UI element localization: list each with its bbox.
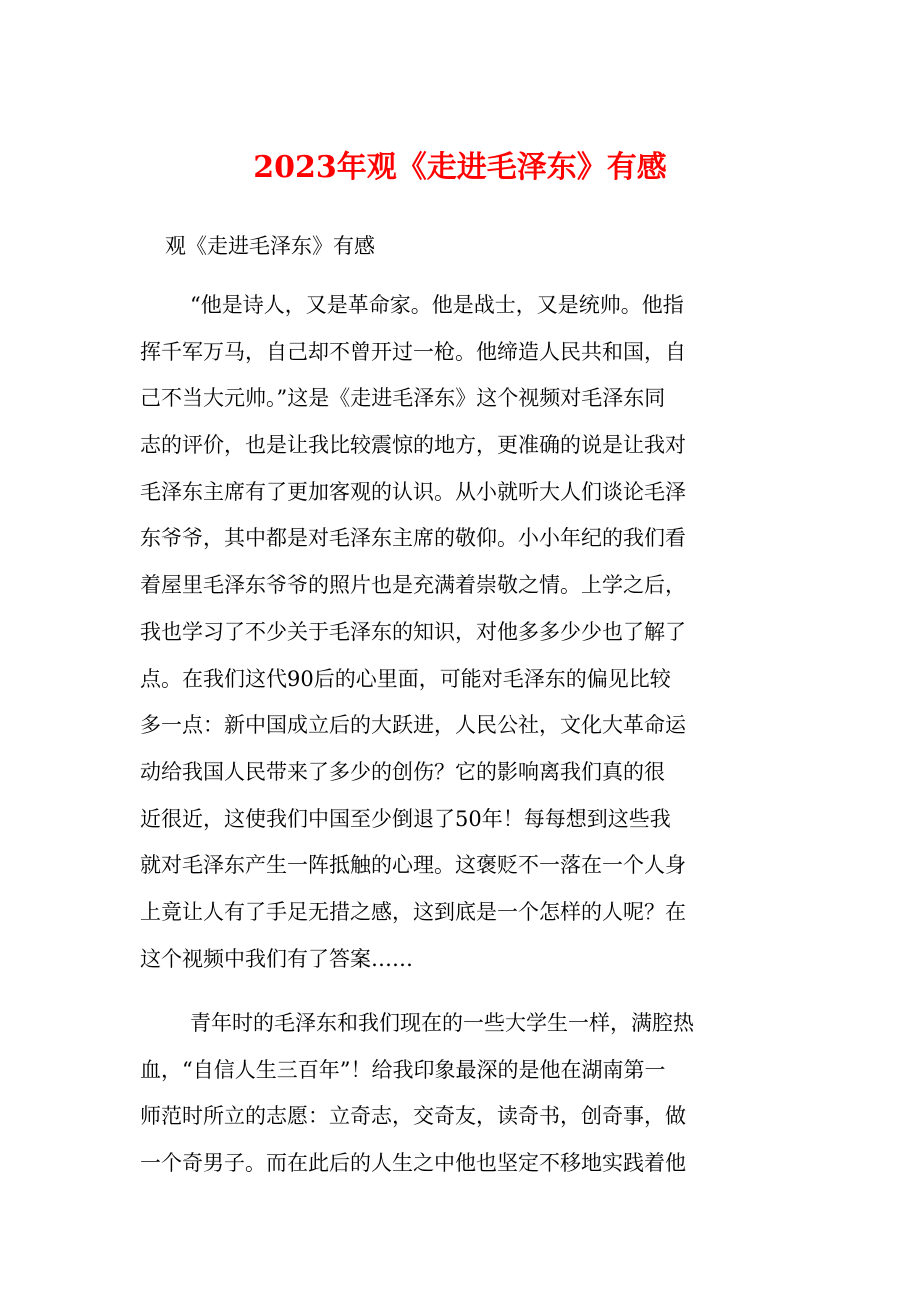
paragraph-1 — [140, 282, 780, 982]
paragraph-line: 师范时所立的志愿：立奇志，交奇友，读奇书，创奇事，做 — [140, 1104, 686, 1129]
paragraph-line: 己不当大元帅。”这是《走进毛泽东》这个视频对毛泽东同 — [140, 386, 666, 411]
paragraph-line: 青年时的毛泽东和我们现在的一些大学生一样，满腔热 — [190, 1011, 694, 1035]
document-subtitle: 观《走进毛泽东》有感 — [165, 234, 375, 258]
paragraph-line: 近很近，这使我们中国至少倒退了50年！每每想到这些我 — [140, 806, 671, 831]
paragraph-line: 上竟让人有了手足无措之感，这到底是一个怎样的人呢？在 — [140, 899, 686, 924]
paragraph-line: 我也学习了不少关于毛泽东的知识，对他多多少少也了解了 — [140, 619, 686, 644]
paragraph-line: 这个视频中我们有了答案…… — [140, 946, 413, 971]
document-title: 2023年观《走进毛泽东》有感 — [253, 150, 667, 185]
paragraph-line: 志的评价，也是让我比较震惊的地方，更准确的说是让我对 — [140, 433, 686, 458]
paragraph-line: 就对毛泽东产生一阵抵触的心理。这褒贬不一落在一个人身 — [140, 853, 686, 878]
paragraph-line: 一个奇男子。而在此后的人生之中他也坚定不移地实践着他 — [140, 1151, 686, 1176]
paragraph-2 — [140, 1000, 780, 1187]
paragraph-line: 多一点：新中国成立后的大跃进，人民公社，文化大革命运 — [140, 713, 686, 738]
paragraph-line: “他是诗人，又是革命家。他是战士，又是统帅。他指 — [190, 293, 684, 317]
paragraph-line: 血，“自信人生三百年”！给我印象最深的是他在湖南第一 — [140, 1057, 666, 1082]
paragraph-line: 点。在我们这代90后的心里面，可能对毛泽东的偏见比较 — [140, 666, 671, 691]
paragraph-line: 着屋里毛泽东爷爷的照片也是充满着崇敬之情。上学之后， — [140, 573, 686, 598]
paragraph-line: 动给我国人民带来了多少的创伤？它的影响离我们真的很 — [140, 759, 665, 784]
paragraph-line: 毛泽东主席有了更加客观的认识。从小就听大人们谈论毛泽 — [140, 479, 686, 504]
paragraph-line: 挥千军万马，自己却不曾开过一枪。他缔造人民共和国，自 — [140, 339, 686, 364]
paragraph-line: 东爷爷，其中都是对毛泽东主席的敬仰。小小年纪的我们看 — [140, 526, 686, 551]
